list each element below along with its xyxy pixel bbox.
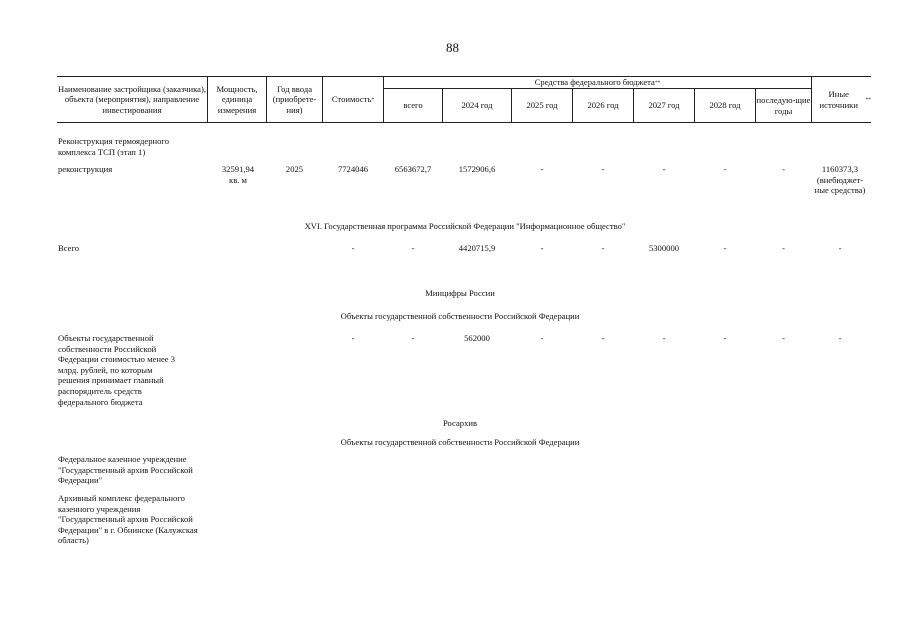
row-reconstruction-cost: 7724046	[337, 164, 369, 174]
page-number: 88	[446, 40, 459, 55]
row-objects-2024: 562000	[464, 333, 490, 343]
row-reconstruction-other: 1160373,3 (внебюджет-ные средства)	[814, 164, 866, 196]
row-reconstruction-2024: 1572906,6	[458, 164, 496, 174]
subsection-federal-property-1: Объекты государственной собственности Российской Федерации	[340, 311, 580, 321]
header-cost: Стоимость *	[331, 94, 375, 105]
ministry-rosarkhiv: Росархив	[442, 418, 478, 428]
row-reconstruction-2027: -	[662, 164, 666, 174]
row-objects-name: Объекты государственной собственности Российской Федерации стоимостью менее 3 млрд. рублей, по которым решения принимает главный распорядитель средств федерального бюджета	[58, 333, 176, 407]
row-total-2025: -	[540, 243, 544, 253]
header-other-label: Иные источники	[819, 88, 858, 110]
row-objects-cost: -	[351, 333, 355, 343]
header-2027: 2027 год	[648, 100, 680, 111]
ministry-mincifry: Минцифры России	[425, 288, 495, 298]
row-reconstruction-total: 6563672,7	[394, 164, 432, 174]
header-2025: 2025 год	[526, 100, 558, 111]
header-2024: 2024 год	[461, 100, 493, 111]
row-total-cost: -	[351, 243, 355, 253]
header-2028: 2028 год	[709, 100, 741, 111]
row-reconstruction-name: реконструкция	[58, 164, 113, 174]
header-2026: 2026 год	[587, 100, 619, 111]
row-total-2028: -	[723, 243, 727, 253]
row-reconstruction-2028: -	[723, 164, 727, 174]
row-objects-2025: -	[540, 333, 544, 343]
header-cost-label: Стоимость	[331, 94, 372, 105]
row-total-later: -	[782, 243, 785, 253]
header-federal-budget: Средства федерального бюджета **	[534, 77, 661, 88]
row-total-name: Всего	[58, 243, 80, 253]
header-year: Год ввода (приобрете-ния)	[272, 83, 317, 115]
header-federal-budget-label: Средства федерального бюджета	[534, 77, 655, 88]
row-reconstruction-2026: -	[601, 164, 605, 174]
row-objects-other: -	[838, 333, 842, 343]
row-objects-total: -	[411, 333, 415, 343]
row-total-2026: -	[601, 243, 605, 253]
row-total-total: -	[411, 243, 415, 253]
header-name: Наименование застройщика (заказчика), объекта (мероприятия), направление инвестирования	[58, 83, 206, 115]
row-total-2027: 5300000	[648, 243, 680, 253]
row-archive-name: Архивный комплекс федерального казенного учреждения "Государственный архив Российской Федерации" в г. Обнинске (Калужская область)	[58, 493, 198, 546]
row-objects-2028: -	[723, 333, 727, 343]
row-objects-2026: -	[601, 333, 605, 343]
header-capacity: Мощность, единица измерения	[216, 83, 258, 115]
row-total-other: -	[838, 243, 842, 253]
subsection-federal-property-2: Объекты государственной собственности Российской Федерации	[340, 437, 580, 447]
row-reconstruction-year: 2025	[285, 164, 304, 174]
header-bottom-border	[57, 122, 871, 123]
row-objects-later: -	[782, 333, 785, 343]
section-xvi-title: XVI. Государственная программа Российской Федерации "Информационное общество"	[304, 221, 626, 231]
row-reconstruction-title: Реконструкция термоядерного комплекса ТСП (этап 1)	[58, 136, 169, 157]
row-reconstruction-2025: -	[540, 164, 544, 174]
row-reconstruction-capacity: 32591,94 кв. м	[221, 164, 255, 185]
row-reconstruction-later: -	[782, 164, 785, 174]
header-total: всего	[403, 100, 423, 111]
header-later-years: последую-щие годы	[756, 94, 811, 116]
row-objects-2027: -	[662, 333, 666, 343]
row-fku-name: Федеральное казенное учреждение "Государственный архив Российской Федерации"	[58, 454, 193, 486]
header-other-sources: Иные источники **	[812, 77, 871, 122]
row-total-2024: 4420715,9	[458, 243, 496, 253]
